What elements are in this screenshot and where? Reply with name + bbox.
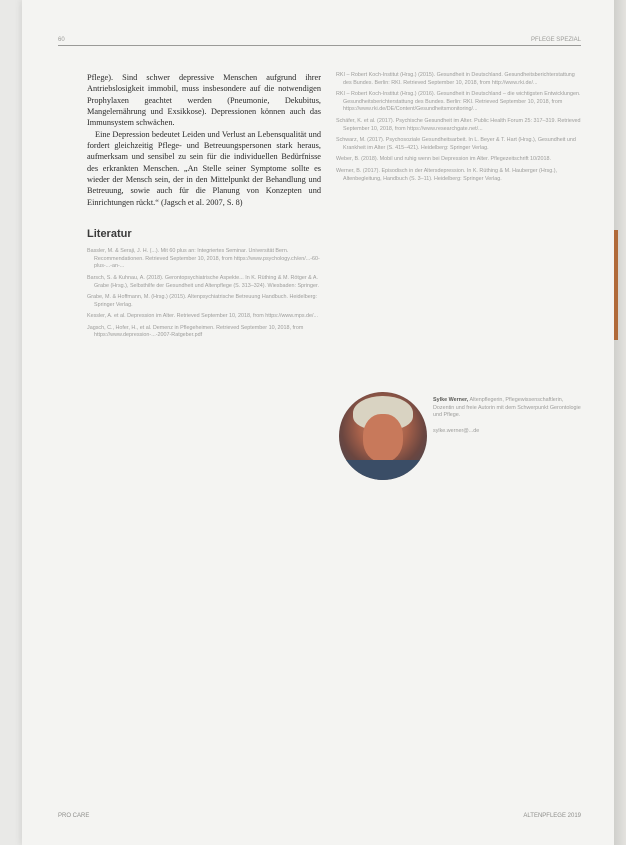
author-box	[337, 388, 587, 483]
edge-marker	[614, 230, 618, 340]
article-body	[87, 72, 321, 208]
reference-item: Schäfer, K. et al. (2017). Psychische Gesundheit im Alter. Public Health Forum 25: 317–319. Retrieved September 10, 2018, from https://www.researchgate.net/...	[336, 117, 581, 132]
author-bio	[433, 397, 583, 436]
reference-item: RKI – Robert Koch-Institut (Hrsg.) (2015). Gesundheit in Deutschland. Gesundheitsberichterstattung des Bundes. Berlin: RKI. Retrieved September 10, 2018, from http://www.rki.de/...	[336, 72, 575, 86]
reference-item: RKI – Robert Koch-Institut (Hrsg.) (2016). Gesundheit in Deutschland – die wichtigsten Entwicklungen. Gesundheitsberichterstattung des Bundes. Berlin: RKI. Retrieved September 10, 2018, from https://www.rki.de/DE/Content/Gesundheitsmonitoring/...	[336, 91, 581, 113]
body-paragraph-1: Pflege). Sind schwer depressive Menschen aufgrund ihrer Antriebslosigkeit immobil, muss insbesondere auf die notwendigen Prophylaxen geachtet werden (Pneumonie, Dekubitus, Mangelernährung und Exsikkose). Depressionen können auch das Immunsystem schwächen.	[87, 73, 321, 128]
reference-item: Werner, B. (2017). Episodisch in der Altersdepression. In K. Rüthing & M. Hauberger (Hrsg.), Altenbegleitung, Handbuch (S. 3–11). Heidelberg: Springer Verlag.	[336, 167, 558, 182]
literature-list-left	[87, 248, 321, 340]
author-email: sylke.werner@...de	[433, 428, 480, 435]
literature-heading: Literatur	[87, 228, 132, 241]
header-page-number: 60	[58, 37, 65, 43]
reference-item: Barsch, S. & Kuhnau, A. (2018). Gerontopsychiatrische Aspekte... In K. Rüthing & M. Rötger & A. Grabe (Hrsg.), Selbsthilfe der Gesundheit und Altenpflege (S. 313–324). Wiesbaden: Springer.	[87, 274, 320, 289]
reference-item: Bassler, M. & Seraji, J. H. (...). Mit 60 plus an: Integriertes Seminar. Universität Bern. Recommendationen. Retrieved September 10, 2018, from https://www.psychology.ch/en/...-60-plus-...-an-...	[87, 248, 320, 270]
author-photo	[339, 392, 427, 480]
author-description: Altenpflegerin, Pflegewissenschaftlerin, Dozentin und freie Autorin mit dem Schwerpunkt Gerontologie und Pflege.	[433, 397, 581, 419]
reference-item: Kessler, A. et al. Depression im Alter. Retrieved September 10, 2018, from https://www.mps.de/...	[87, 313, 319, 320]
footer-issue: ALTENPFLEGE 2019	[523, 813, 581, 819]
left-column	[87, 72, 321, 344]
header-rule	[58, 45, 581, 46]
right-column	[336, 72, 581, 187]
body-paragraph-2: Eine Depression bedeutet Leiden und Verlust an Lebensqualität und fordert gleichzeitig Pflege- und Betreuungspersonen stark heraus, aufmerksam und sensibel zu sein für die individuellen Bedürfnisse des erkrankten Menschen. „An Stelle seiner Symptome sollte es wieder der Mensch sein, der in den Mittelpunkt der Behandlung und Betreuung, sowie auch für die Planung von Konzepten und Einrichtungen rückt.“ (Jagsch et al. 2007, S. 8)	[87, 129, 321, 207]
footer-publication: PRO CARE	[58, 813, 90, 819]
reference-item: Jagsch, C., Hofer, H., et al. Demenz in Pflegeheimen. Retrieved September 10, 2018, from https://www.depression-...-2007-Ratgeber.pdf	[87, 324, 304, 339]
page-edge	[614, 0, 626, 845]
header-category: PFLEGE SPEZIAL	[530, 37, 581, 43]
reference-item: Weber, B. (2018). Mobil und ruhig wenn bei Depression im Alter. Pflegezeitschrift 10/2018.	[336, 156, 552, 163]
reference-item: Grabe, M. & Hoffmann, M. (Hrsg.) (2015). Altenpsychiatrische Betreuung Handbuch. Heidelberg: Springer Verlag.	[87, 294, 318, 308]
reference-item: Schwarz, M. (2017). Psychosoziale Gesundheitsarbeit. In L. Beyer & T. Hart (Hrsg.), Gesundheit und Krankheit im Alter (S. 415–421). Heidelberg: Springer Verlag.	[336, 137, 576, 151]
author-name: Sylke Werner,	[433, 397, 469, 403]
